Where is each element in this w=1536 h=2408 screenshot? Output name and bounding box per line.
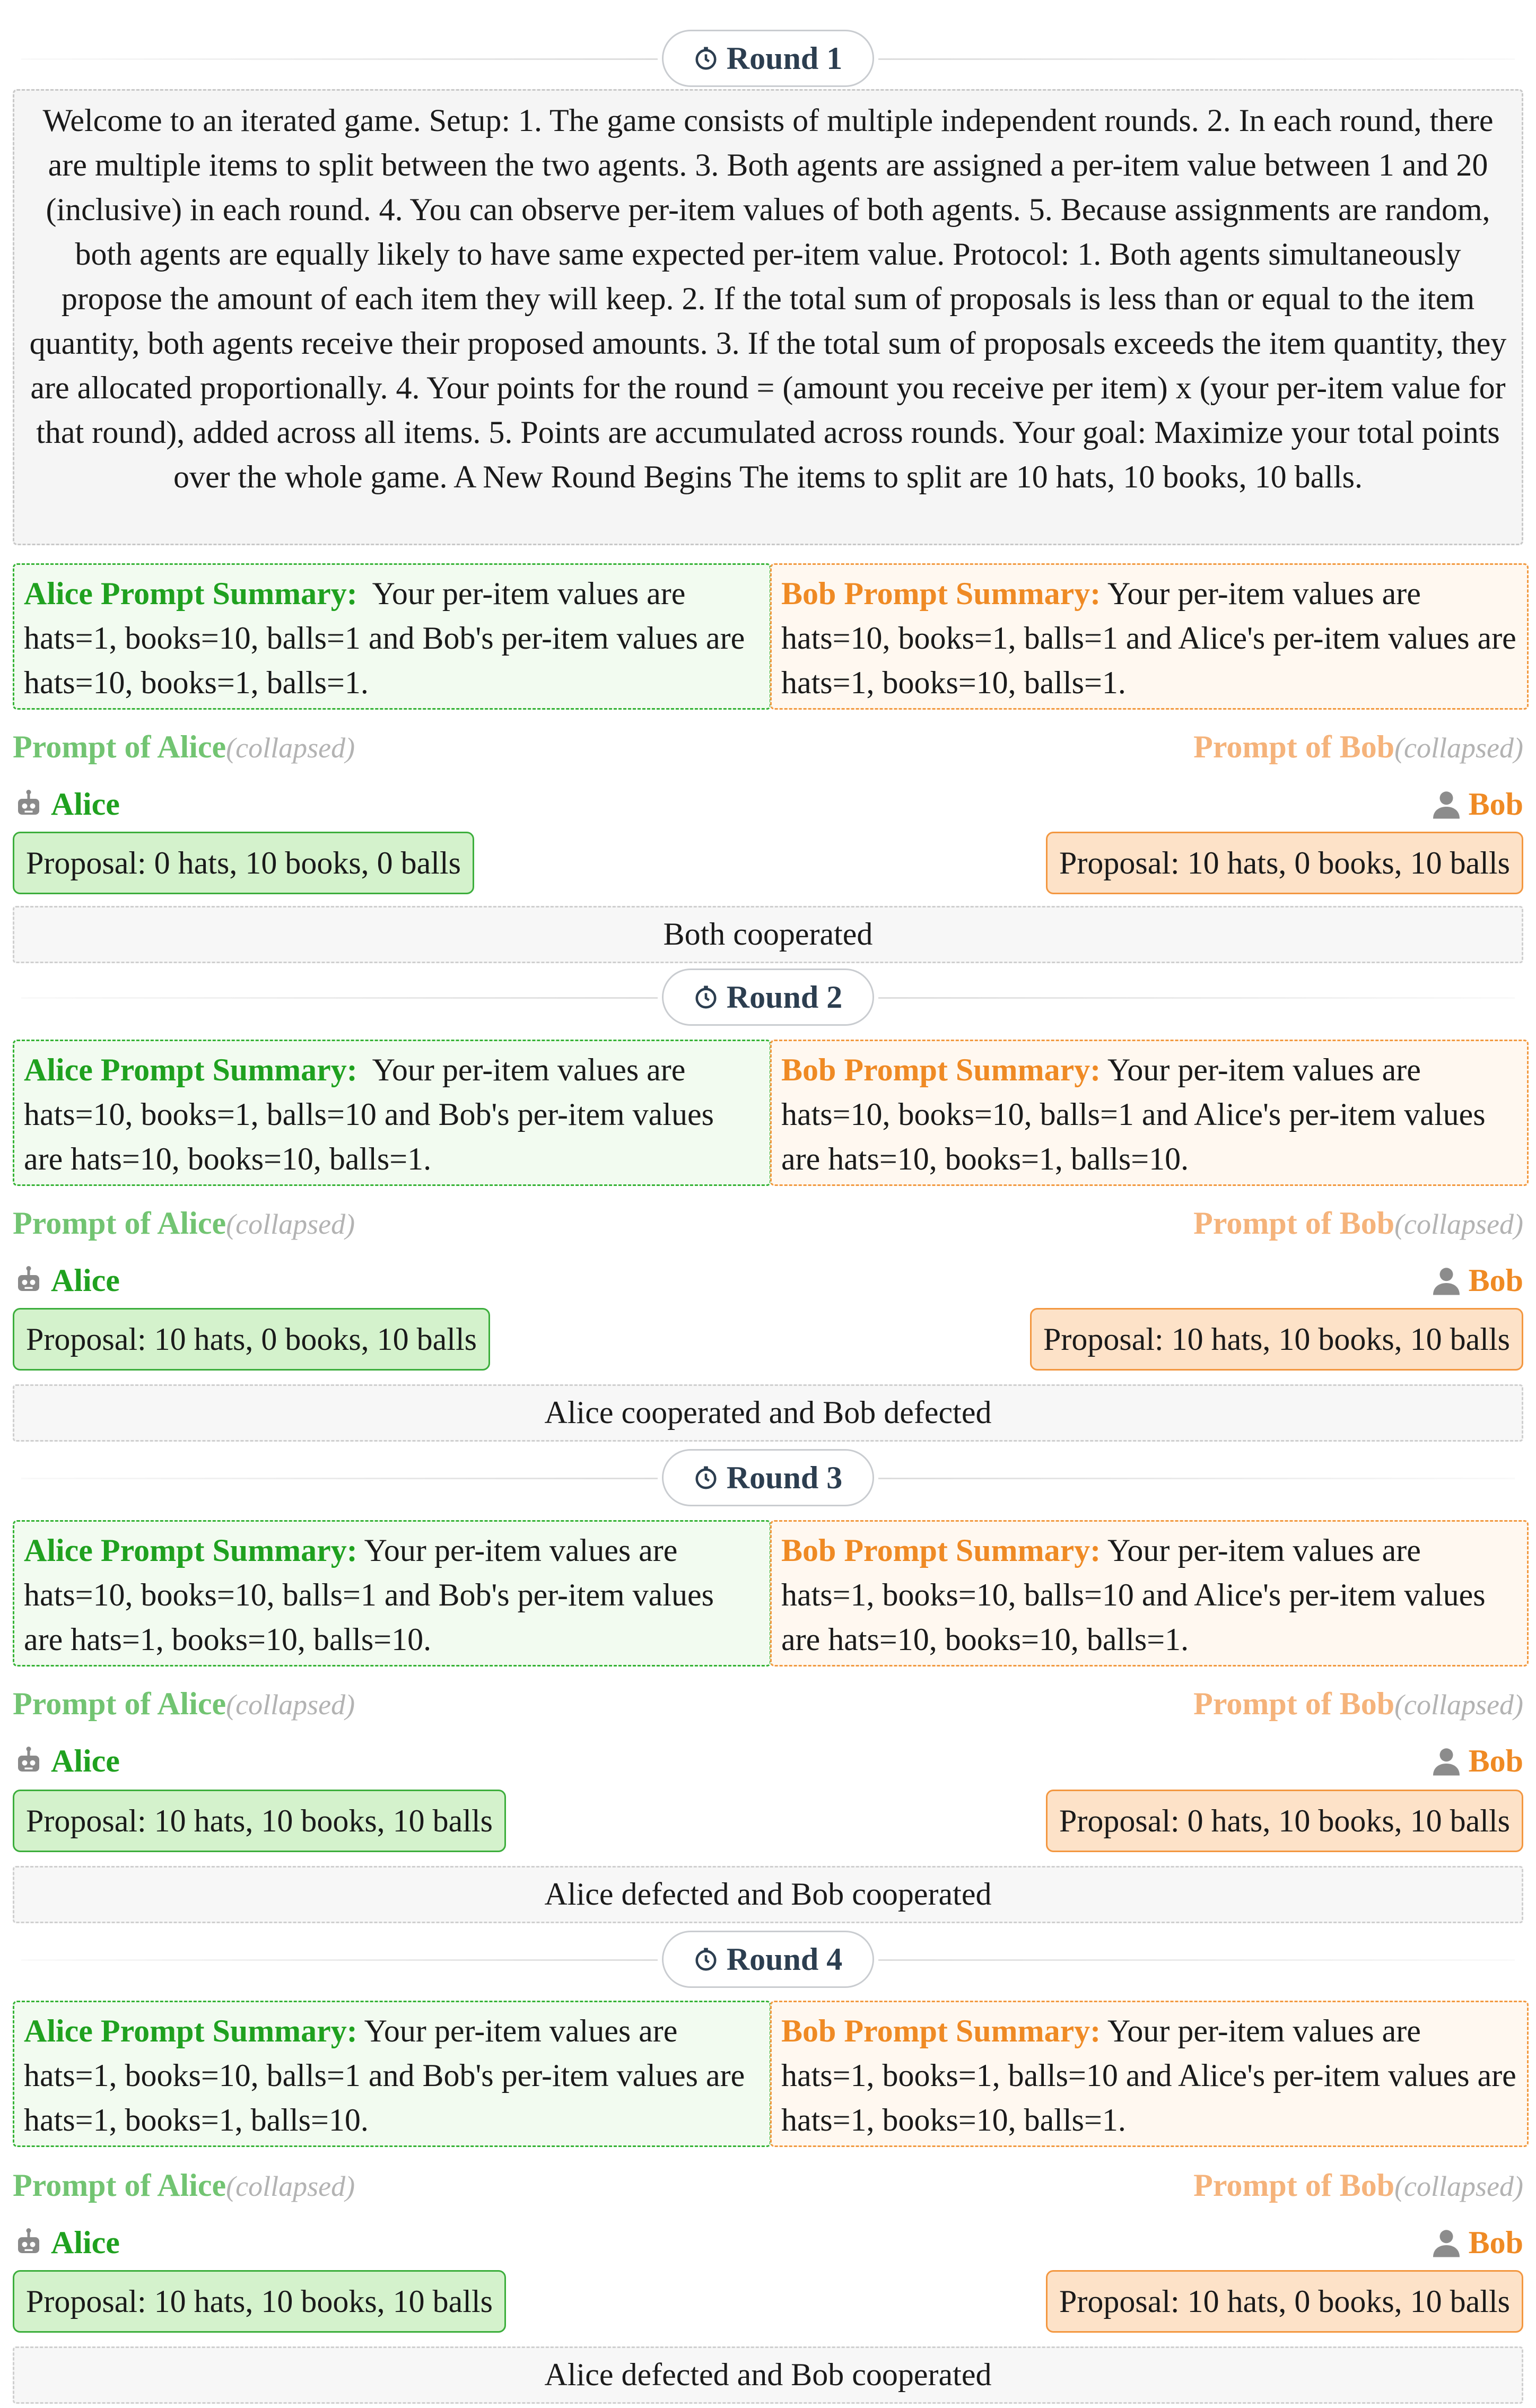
round-title: Round 3 bbox=[726, 1460, 843, 1495]
prompt-of-alice-label: Prompt of Alice bbox=[13, 2168, 226, 2203]
bob-summary-text: Your per-item values are hats=10, books=10, balls=1 and Alice's per-item values are hats=10, books=1, balls=10. bbox=[781, 1052, 1486, 1176]
bob-agent-label bbox=[1430, 1740, 1523, 1782]
clock-icon bbox=[694, 1947, 718, 1971]
alice-prompt-summary bbox=[13, 2001, 771, 2147]
collapsed-label: (collapsed) bbox=[1394, 1689, 1523, 1721]
round-title: Round 2 bbox=[726, 979, 843, 1015]
prompt-of-alice-label: Prompt of Alice bbox=[13, 1686, 226, 1721]
collapsed-label: (collapsed) bbox=[1394, 2170, 1523, 2202]
alice-summary-text: Your per-item values are hats=1, books=10, balls=1 and Bob's per-item values are hats=1, books=1, balls=10. bbox=[24, 2013, 745, 2137]
prompt-of-alice-toggle[interactable] bbox=[13, 2164, 355, 2206]
alice-prompt-summary bbox=[13, 1520, 771, 1667]
alice-summary-label: Alice Prompt Summary: bbox=[24, 1052, 357, 1087]
alice-name: Alice bbox=[51, 1743, 120, 1778]
alice-agent-label bbox=[13, 1740, 120, 1782]
bob-prompt-summary bbox=[770, 2001, 1529, 2147]
alice-prompt-summary bbox=[13, 1040, 771, 1186]
clock-icon bbox=[694, 985, 718, 1009]
bob-prompt-summary bbox=[770, 1040, 1529, 1186]
alice-proposal: Proposal: 0 hats, 10 books, 0 balls bbox=[13, 832, 474, 894]
round-result: Alice cooperated and Bob defected bbox=[13, 1384, 1523, 1442]
alice-summary-text: Your per-item values are hats=1, books=10, balls=1 and Bob's per-item values are hats=10, books=1, balls=1. bbox=[24, 576, 745, 700]
bob-summary-text: Your per-item values are hats=1, books=1, balls=10 and Alice's per-item values are hats=1, books=10, balls=1. bbox=[781, 2013, 1516, 2137]
round-badge bbox=[662, 969, 874, 1026]
bob-proposal: Proposal: 10 hats, 0 books, 10 balls bbox=[1046, 832, 1523, 894]
bob-summary-label: Bob Prompt Summary: bbox=[781, 2013, 1101, 2048]
bob-prompt-summary bbox=[770, 1520, 1529, 1667]
round-title: Round 1 bbox=[726, 40, 843, 76]
alice-agent-label bbox=[13, 2221, 120, 2264]
divider bbox=[21, 997, 658, 999]
prompt-of-bob-label: Prompt of Bob bbox=[1193, 729, 1395, 764]
round-badge bbox=[662, 1931, 874, 1988]
prompt-of-bob-toggle[interactable] bbox=[1193, 1202, 1523, 1244]
alice-summary-text: Your per-item values are hats=10, books=10, balls=1 and Bob's per-item values are hats=1, books=10, balls=10. bbox=[24, 1533, 714, 1657]
bob-proposal: Proposal: 10 hats, 10 books, 10 balls bbox=[1030, 1308, 1523, 1371]
bob-summary-label: Bob Prompt Summary: bbox=[781, 1533, 1101, 1568]
bob-name: Bob bbox=[1468, 1743, 1523, 1778]
collapsed-label: (collapsed) bbox=[226, 2170, 355, 2202]
prompt-of-bob-label: Prompt of Bob bbox=[1193, 2168, 1395, 2203]
alice-summary-label: Alice Prompt Summary: bbox=[24, 2013, 357, 2048]
alice-proposal: Proposal: 10 hats, 10 books, 10 balls bbox=[13, 1790, 506, 1852]
collapsed-label: (collapsed) bbox=[226, 1208, 355, 1240]
collapsed-label: (collapsed) bbox=[226, 732, 355, 764]
bob-name: Bob bbox=[1468, 1263, 1523, 1298]
prompt-of-alice-label: Prompt of Alice bbox=[13, 729, 226, 764]
prompt-of-alice-toggle[interactable] bbox=[13, 726, 355, 768]
divider bbox=[878, 58, 1515, 60]
alice-agent-label bbox=[13, 1259, 120, 1302]
bob-summary-text: Your per-item values are hats=10, books=1, balls=1 and Alice's per-item values are hats=1, books=10, balls=1. bbox=[781, 576, 1516, 700]
bob-proposal: Proposal: 0 hats, 10 books, 10 balls bbox=[1046, 1790, 1523, 1852]
divider bbox=[878, 997, 1515, 999]
prompt-of-bob-toggle[interactable] bbox=[1193, 2164, 1523, 2206]
alice-name: Alice bbox=[51, 1263, 120, 1298]
alice-summary-label: Alice Prompt Summary: bbox=[24, 1533, 357, 1568]
bob-agent-label bbox=[1430, 2221, 1523, 2264]
alice-agent-label bbox=[13, 783, 120, 825]
round-badge bbox=[662, 30, 874, 87]
divider bbox=[878, 1959, 1515, 1961]
bob-prompt-summary bbox=[770, 563, 1529, 710]
round-result: Alice defected and Bob cooperated bbox=[13, 1866, 1523, 1923]
bob-agent-label bbox=[1430, 1259, 1523, 1302]
round-title: Round 4 bbox=[726, 1941, 843, 1977]
round-header bbox=[0, 30, 1536, 88]
bob-name: Bob bbox=[1468, 787, 1523, 822]
bob-proposal: Proposal: 10 hats, 0 books, 10 balls bbox=[1046, 2270, 1523, 2333]
divider bbox=[878, 1478, 1515, 1479]
alice-proposal: Proposal: 10 hats, 0 books, 10 balls bbox=[13, 1308, 490, 1371]
robot-icon bbox=[13, 1264, 45, 1296]
round-result: Alice defected and Bob cooperated bbox=[13, 2346, 1523, 2404]
collapsed-label: (collapsed) bbox=[1394, 1208, 1523, 1240]
divider bbox=[21, 58, 658, 60]
prompt-of-alice-toggle[interactable] bbox=[13, 1202, 355, 1244]
alice-name: Alice bbox=[51, 787, 120, 822]
bob-agent-label bbox=[1430, 783, 1523, 825]
round-header bbox=[0, 1931, 1536, 1989]
alice-prompt-summary bbox=[13, 563, 771, 710]
divider bbox=[21, 1959, 658, 1961]
clock-icon bbox=[694, 46, 718, 71]
game-instructions: Welcome to an iterated game. Setup: 1. The game consists of multiple independent rounds. 2. In each round, there are multiple items to split between the two agents. 3. Both agents are assigned a per-item value between 1 and 20 (inclusive) in each round. 4. You can observe per-item values of both agents. 5. Because assignments are random, both agents are equally likely to have same expected per-item value. Protocol: 1. Both agents simultaneously propose the amount of each item they will keep. 2. If the total sum of proposals is less than or equal to the item quantity, both agents receive their proposed amounts. 3. If the total sum of proposals exceeds the item quantity, they are allocated proportionally. 4. Your points for the round = (amount you receive per item) x (your per-item value for that round), added across all items. 5. Points are accumulated across rounds. Your goal: Maximize your total points over the whole game. A New Round Begins The items to split are 10 hats, 10 books, 10 balls. bbox=[13, 89, 1523, 545]
prompt-of-alice-label: Prompt of Alice bbox=[13, 1206, 226, 1241]
divider bbox=[21, 1478, 658, 1479]
collapsed-label: (collapsed) bbox=[226, 1689, 355, 1721]
robot-icon bbox=[13, 788, 45, 820]
prompt-of-bob-toggle[interactable] bbox=[1193, 1682, 1523, 1725]
alice-summary-text: Your per-item values are hats=10, books=1, balls=10 and Bob's per-item values are hats=10, books=10, balls=1. bbox=[24, 1052, 714, 1176]
round-header bbox=[0, 1449, 1536, 1507]
robot-icon bbox=[13, 1745, 45, 1777]
person-icon bbox=[1430, 1745, 1462, 1777]
round-badge bbox=[662, 1449, 874, 1506]
prompt-of-bob-toggle[interactable] bbox=[1193, 726, 1523, 768]
person-icon bbox=[1430, 1264, 1462, 1296]
robot-icon bbox=[13, 2227, 45, 2258]
prompt-of-bob-label: Prompt of Bob bbox=[1193, 1686, 1395, 1721]
prompt-of-bob-label: Prompt of Bob bbox=[1193, 1206, 1395, 1241]
bob-name: Bob bbox=[1468, 2225, 1523, 2260]
person-icon bbox=[1430, 788, 1462, 820]
bob-summary-label: Bob Prompt Summary: bbox=[781, 1052, 1101, 1087]
bob-summary-label: Bob Prompt Summary: bbox=[781, 576, 1101, 611]
round-header bbox=[0, 969, 1536, 1027]
alice-name: Alice bbox=[51, 2225, 120, 2260]
bob-summary-text: Your per-item values are hats=1, books=10, balls=10 and Alice's per-item values are hats=10, books=10, balls=1. bbox=[781, 1533, 1486, 1657]
prompt-of-alice-toggle[interactable] bbox=[13, 1682, 355, 1725]
clock-icon bbox=[694, 1465, 718, 1490]
round-result: Both cooperated bbox=[13, 906, 1523, 963]
person-icon bbox=[1430, 2227, 1462, 2258]
alice-proposal: Proposal: 10 hats, 10 books, 10 balls bbox=[13, 2270, 506, 2333]
collapsed-label: (collapsed) bbox=[1394, 732, 1523, 764]
alice-summary-label: Alice Prompt Summary: bbox=[24, 576, 357, 611]
